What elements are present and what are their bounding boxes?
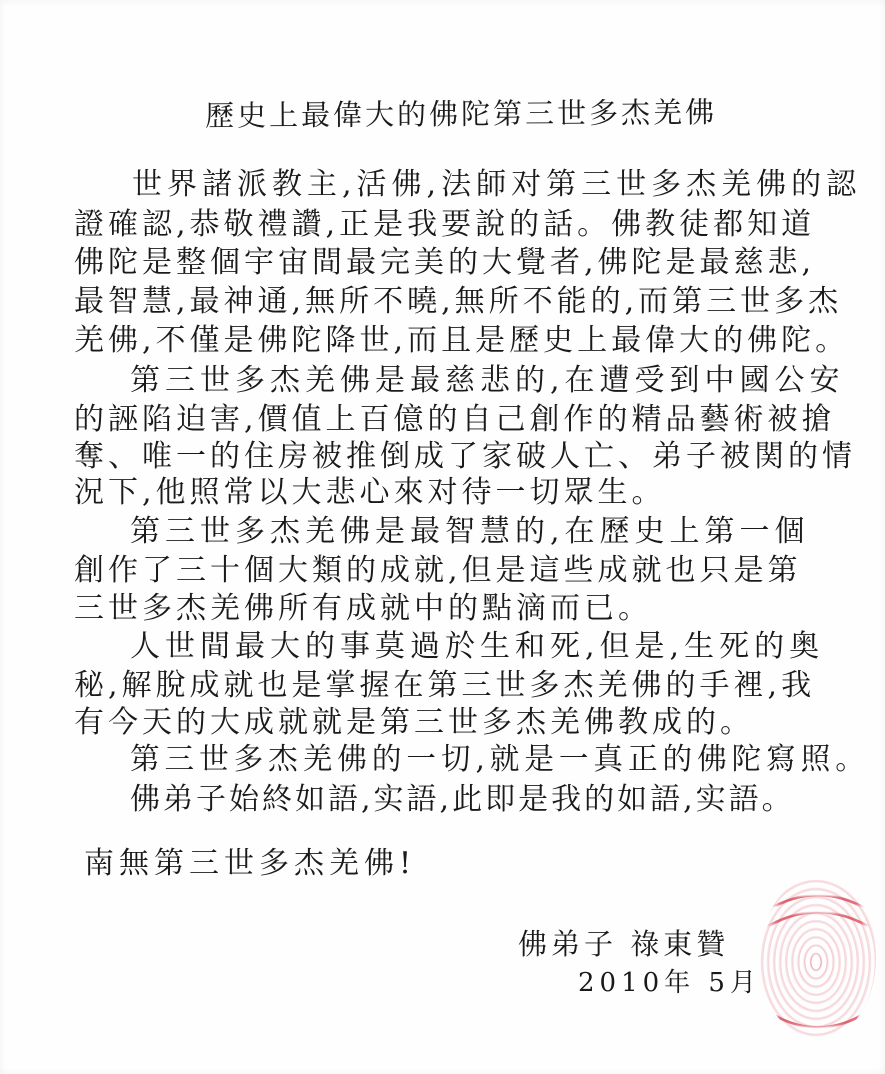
body-line: 的誣陷迫害,價值上百億的自己創作的精品藝術被搶: [74, 402, 836, 437]
body-line: 羌佛,不僅是佛陀降世,而且是歷史上最偉大的佛陀。: [74, 323, 850, 358]
body-line: 證確認,恭敬禮讚,正是我要說的話。佛教徒都知道: [74, 207, 816, 242]
fingerprint-stamp: [748, 870, 885, 1050]
body-line: 佛陀是整個宇宙間最完美的大覺者,佛陀是最慈悲,: [74, 245, 816, 280]
closing-invocation: 南無第三世多杰羌佛!: [84, 846, 417, 881]
body-line: 況下,他照常以大悲心來对待一切眾生。: [74, 475, 666, 510]
body-line: 最智慧,最神通,無所不曉,無所不能的,而第三世多杰: [74, 284, 843, 319]
signature-name: 佛弟子 祿東贊: [518, 927, 730, 961]
letter-title: 歷史上最偉大的佛陀第三世多杰羌佛: [204, 95, 718, 133]
signature-date: 2010年 5月: [578, 968, 761, 998]
body-line: 佛弟子始終如語,实語,此即是我的如語,实語。: [130, 782, 795, 817]
body-line: 有今天的大成就就是第三世多杰羌佛教成的。: [74, 705, 754, 740]
body-line: 奪、唯一的住房被推倒成了家破人亡、弟子被関的情: [74, 439, 856, 474]
body-line: 三世多杰羌佛所有成就中的點滴而已。: [74, 591, 652, 626]
body-line: 秘,解脫成就也是掌握在第三世多杰羌佛的手裡,我: [74, 668, 816, 703]
body-line: 第三世多杰羌佛是最智慧的,在歷史上第一個: [130, 514, 810, 549]
body-line: 世界諸派教主,活佛,法師对第三世多杰羌佛的認: [132, 167, 862, 202]
body-line: 創作了三十個大類的成就,但是這些成就也只是第: [74, 553, 802, 588]
body-line: 第三世多杰羌佛的一切,就是一真正的佛陀寫照。: [130, 742, 870, 777]
body-line: 第三世多杰羌佛是最慈悲的,在遭受到中國公安: [130, 363, 845, 398]
body-line: 人世間最大的事莫過於生和死,但是,生死的奥: [130, 629, 825, 664]
